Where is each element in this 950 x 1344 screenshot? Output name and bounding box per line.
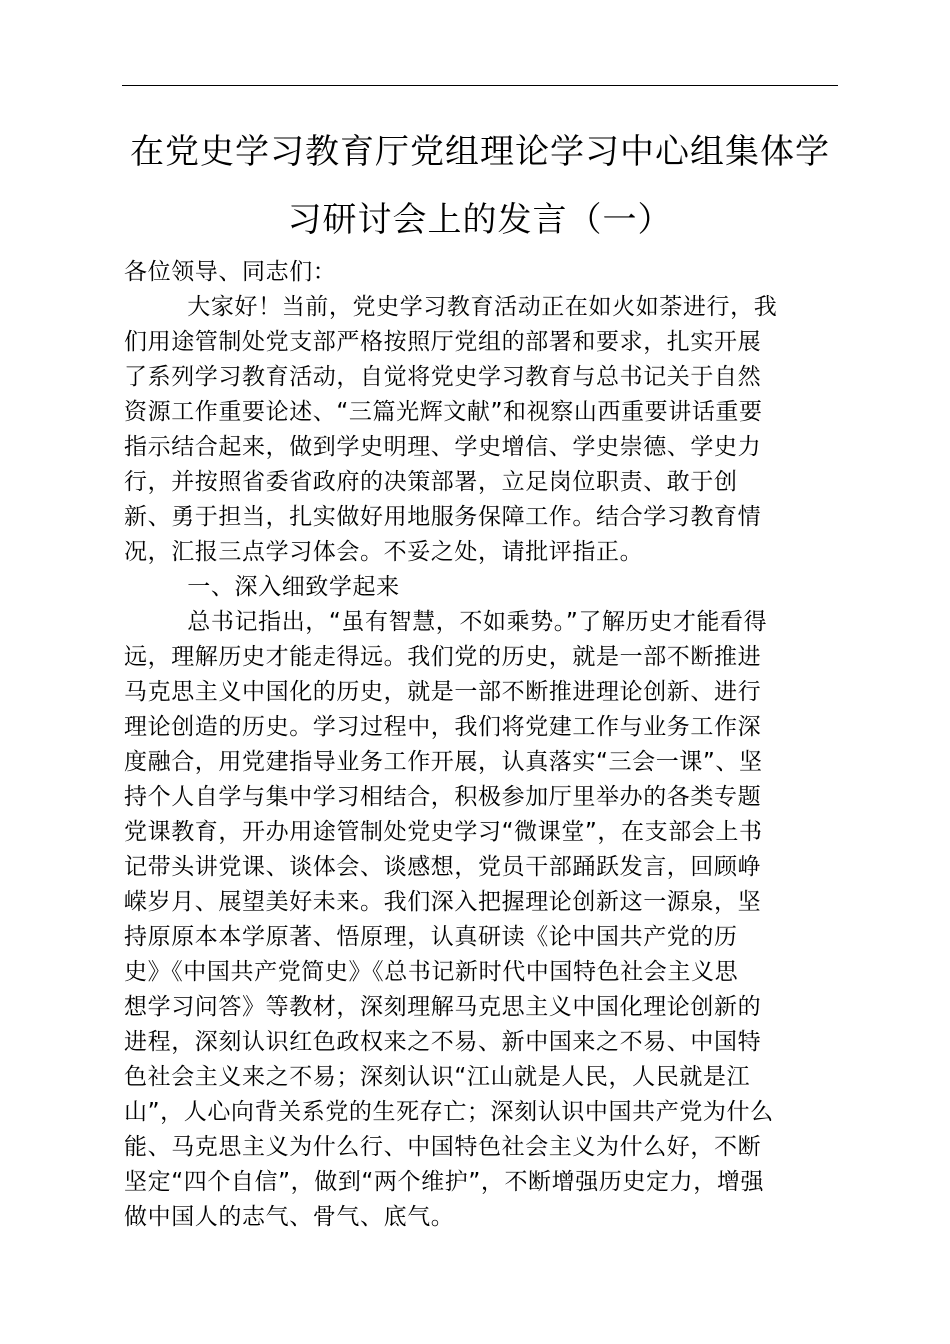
body-line: 马克思主义中国化的历史，就是一部不断推进理论创新、进行: [124, 679, 762, 705]
body-line: 度融合，用党建指导业务工作开展，认真落实“三会一课”、坚: [124, 749, 763, 775]
body-line: 指示结合起来，做到学史明理、学史增信、学史崇德、学史力: [124, 434, 762, 460]
body-line: 大家好！当前，党史学习教育活动正在如火如荼进行，我: [124, 294, 778, 320]
document-title-line-1: 在党史学习教育厅党组理论学习中心组集体学: [130, 132, 830, 172]
header-rule: [122, 85, 838, 86]
body-line: 况，汇报三点学习体会。不妥之处，请批评指正。: [124, 539, 644, 565]
body-line: 色社会主义来之不易；深刻认识“江山就是人民，人民就是江: [124, 1064, 751, 1090]
body-line: 行，并按照省委省政府的决策部署，立足岗位职责、敢于创: [124, 469, 738, 495]
body-line: 能、马克思主义为什么行、中国特色社会主义为什么好，不断: [124, 1134, 762, 1160]
body-line: 山”，人心向背关系党的生死存亡；深刻认识中国共产党为什么: [124, 1099, 774, 1125]
body-line: 资源工作重要论述、“三篇光辉文献”和视察山西重要讲话重要: [124, 399, 763, 425]
section-heading: 一、深入细致学起来: [124, 574, 400, 600]
body-line: 记带头讲党课、谈体会、谈感想，党员干部踊跃发言，回顾峥: [124, 854, 762, 880]
body-line: 们用途管制处党支部严格按照厅党组的部署和要求，扎实开展: [124, 329, 762, 355]
body-line: 了系列学习教育活动，自觉将党史学习教育与总书记关于自然: [124, 364, 762, 390]
body-line: 进程，深刻认识红色政权来之不易、新中国来之不易、中国特: [124, 1029, 762, 1055]
body-line: 总书记指出，“虽有智慧，不如乘势。”了解历史才能看得: [124, 609, 768, 635]
body-line: 史》《中国共产党简史》《总书记新时代中国特色社会主义思: [124, 959, 739, 985]
body-line: 做中国人的志气、骨气、底气。: [124, 1204, 455, 1230]
body-line: 理论创造的历史。学习过程中，我们将党建工作与业务工作深: [124, 714, 762, 740]
body-line: 想学习问答》等教材，深刻理解马克思主义中国化理论创新的: [124, 994, 762, 1020]
body-line: 持个人自学与集中学习相结合，积极参加厅里举办的各类专题: [124, 784, 762, 810]
salutation: 各位领导、同志们：: [124, 259, 337, 285]
body-line: 坚定“四个自信”，做到“两个维护”，不断增强历史定力，增强: [124, 1169, 765, 1195]
body-line: 远，理解历史才能走得远。我们党的历史，就是一部不断推进: [124, 644, 762, 670]
body-line: 嵘岁月、展望美好未来。我们深入把握理论创新这一源泉，坚: [124, 889, 762, 915]
document-title-line-2: 习研讨会上的发言（一）: [287, 200, 673, 240]
body-line: 新、勇于担当，扎实做好用地服务保障工作。结合学习教育情: [124, 504, 762, 530]
body-line: 党课教育，开办用途管制处党史学习“微课堂”，在支部会上书: [124, 819, 763, 845]
body-line: 持原原本本学原著、悟原理，认真研读《论中国共产党的历: [124, 924, 738, 950]
